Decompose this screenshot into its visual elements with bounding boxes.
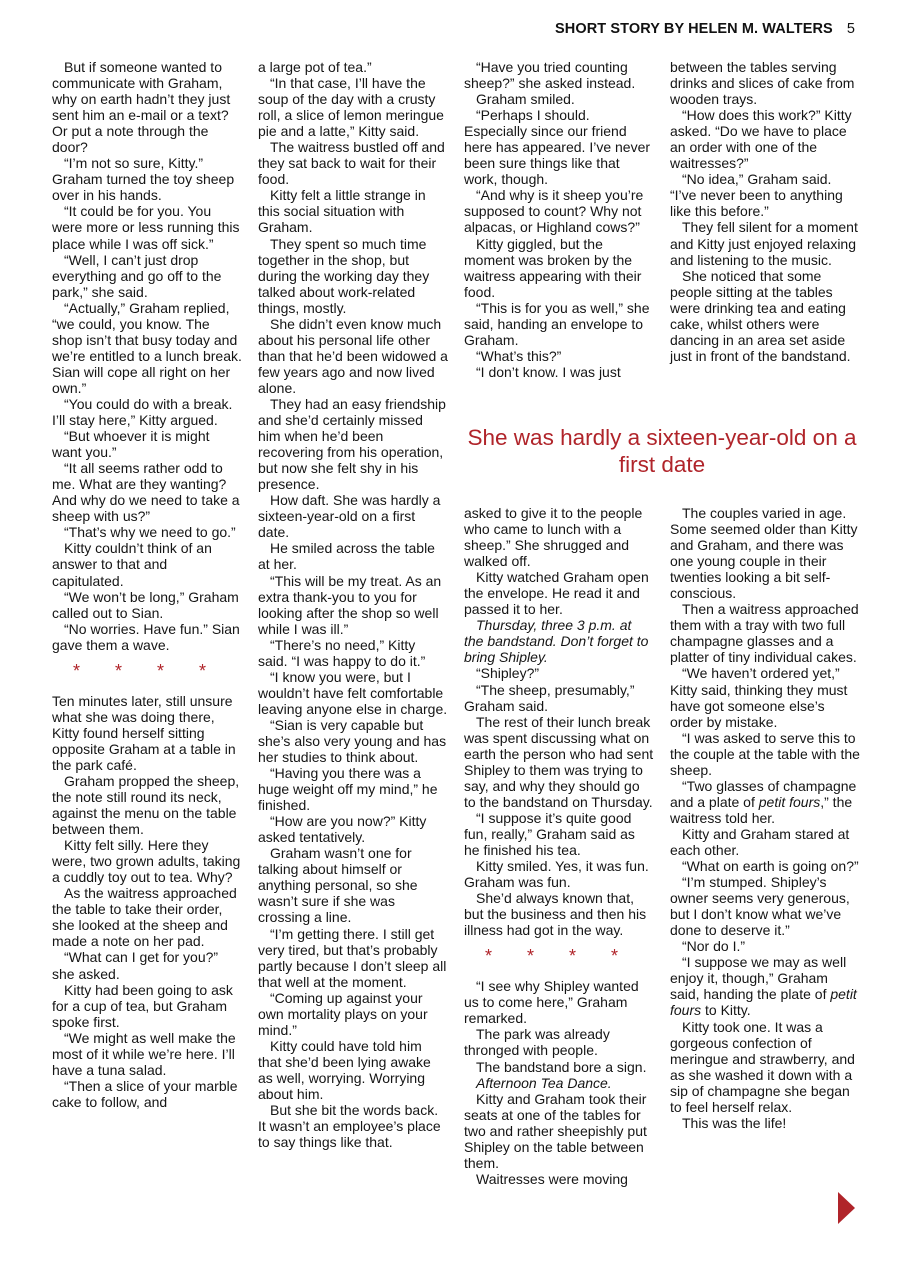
text-run: “I suppose we may as well enjoy it, though,” Graham said, handing the plate of xyxy=(670,954,847,1003)
paragraph xyxy=(670,954,860,1018)
paragraph: “What on earth is going on?” xyxy=(682,858,859,875)
italic-text: petit fours xyxy=(670,986,857,1019)
paragraph: “Sian is very capable but she’s also very young and has her studies to think about. xyxy=(258,716,447,766)
paragraph: He smiled across the table at her. xyxy=(258,540,435,573)
paragraph: She’d always known that, but the business and then his illness had got in the way. xyxy=(464,890,647,939)
paragraph: “Actually,” Graham replied, “we could, you know. The shop isn’t that busy today and we’re entitled to a lunch break. Sian will cope all right on her own.” xyxy=(52,299,242,396)
paragraph: Graham wasn’t one for talking about himself or anything personal, so she wasn’t sure if she was crossing a line. xyxy=(258,845,418,926)
paragraph: “There’s no need,” Kitty said. “I was happy to do it.” xyxy=(258,636,426,669)
paragraph: They spent so much time together in the shop, but during the working day they talked about work-related things, mostly. xyxy=(258,235,430,316)
paragraph: asked to give it to the people who came to lunch with a sheep.” She shrugged and walked off. xyxy=(464,505,643,570)
paragraph: “Then a slice of your marble cake to follow, and xyxy=(52,1077,238,1110)
text-column-3-bottom xyxy=(464,505,654,1187)
text-run: “Two glasses of champagne and a plate of xyxy=(670,777,857,810)
text-column-4-top xyxy=(670,59,860,364)
paragraph: The rest of their lunch break was spent discussing what on earth the person who had sent Shipley to them was trying to say, and why they should go to the bandstand on Thursday. xyxy=(464,713,654,810)
paragraph: Graham smiled. xyxy=(476,91,575,108)
paragraph: “I suppose it’s quite good fun, really,” Graham said as he finished his tea. xyxy=(464,809,635,858)
paragraph: a large pot of tea.” xyxy=(258,59,372,75)
paragraph: “I know you were, but I wouldn’t have felt comfortable leaving anyone else in charge. xyxy=(258,668,448,717)
paragraph: This was the life! xyxy=(682,1114,787,1131)
paragraph: “You could do with a break. I’ll stay here,” Kitty argued. xyxy=(52,395,233,429)
pull-quote: She was hardly a sixteen-year-old on a first date xyxy=(467,425,857,477)
paragraph: “And why is it sheep you’re supposed to count? Why not alpacas, or Highland cows?” xyxy=(464,187,644,236)
paragraph: The couples varied in age. Some seemed older than Kitty and Graham, and there was one young couple in their twenties looking a bit self-conscious. xyxy=(670,505,858,602)
paragraph: “This will be my treat. As an extra thank-you to you for looking after the shop so well while I was ill.” xyxy=(258,572,442,637)
paragraph: “No worries. Have fun.” Sian gave them a wave. xyxy=(52,620,240,653)
paragraph: They fell silent for a moment and Kitty just enjoyed relaxing and listening to the music. xyxy=(670,219,858,268)
paragraph: She noticed that some people sitting at the tables were drinking tea and eating cake, whilst others were dancing in an area set aside just in front of the bandstand. xyxy=(670,267,851,364)
paragraph: “That’s why we need to go.” xyxy=(64,524,236,541)
paragraph: As the waitress approached the table to take their order, she looked at the sheep and made a note on her pad. xyxy=(52,885,237,950)
paragraph: Kitty could have told him that she’d been lying awake as well, worrying. Worrying about him. xyxy=(258,1037,431,1102)
paragraph: “I’m not so sure, Kitty.” Graham turned the toy sheep over in his hands. xyxy=(52,155,235,204)
text-run: ,” the waitress told her. xyxy=(670,793,853,826)
paragraph: Kitty smiled. Yes, it was fun. Graham was fun. xyxy=(464,858,649,891)
page-header xyxy=(555,21,855,37)
text-column-3-top xyxy=(464,59,654,380)
paragraph: “I was asked to serve this to the couple at the table with the sheep. xyxy=(670,729,860,778)
text-run: to Kitty. xyxy=(705,1002,751,1019)
paragraph: “How does this work?” Kitty asked. “Do we have to place an order with one of the waitresses?” xyxy=(670,107,852,172)
paragraph: How daft. She was hardly a sixteen-year-old on a first date. xyxy=(258,492,441,541)
paragraph xyxy=(464,1075,654,1091)
section-break-stars: * * * * xyxy=(72,660,222,681)
running-title: SHORT STORY BY HELEN M. WALTERS xyxy=(555,21,833,37)
paragraph xyxy=(464,617,654,665)
paragraph: Kitty had been going to ask for a cup of tea, but Graham spoke first. xyxy=(52,981,233,1030)
paragraph: “Coming up against your own mortality plays on your mind.” xyxy=(258,989,428,1038)
paragraph: “Well, I can’t just drop everything and go off to the park,” she said. xyxy=(52,251,222,300)
paragraph: Kitty felt silly. Here they were, two grown adults, taking a cuddly toy out to tea. Why? xyxy=(52,837,241,886)
paragraph: Kitty watched Graham open the envelope. He read it and passed it to her. xyxy=(464,569,649,618)
paragraph: Kitty took one. It was a gorgeous confection of meringue and strawberry, and as she washed it down with a sip of champagne she began to feel herself relax. xyxy=(670,1018,855,1115)
paragraph: Kitty and Graham stared at each other. xyxy=(670,825,850,858)
paragraph: “I see why Shipley wanted us to come here,” Graham remarked. xyxy=(464,978,639,1027)
page-number: 5 xyxy=(846,21,855,37)
paragraph: “I don’t know. I was just xyxy=(476,363,621,380)
paragraph: “It could be for you. You were more or less running this place while I was off sick.” xyxy=(52,203,240,252)
paragraph: She didn’t even know much about his personal life other than that he’d been widowed a few years ago and now lived alone. xyxy=(258,315,448,396)
paragraph: “Shipley?” xyxy=(476,665,540,682)
paragraph: They had an easy friendship and she’d certainly missed him when he’d been recovering from his operation, but now she felt shy in his presence. xyxy=(258,395,446,493)
paragraph: “This is for you as well,” she said, handing an envelope to Graham. xyxy=(464,299,650,348)
text-column-2 xyxy=(258,59,448,1150)
paragraph: “What can I get for you?” she asked. xyxy=(52,949,219,982)
paragraph: Kitty couldn’t think of an answer to that and capitulated. xyxy=(52,540,212,589)
paragraph: But if someone wanted to communicate with Graham, why on earth hadn’t they just sent him an e-mail or a text? Or put a note through the door? xyxy=(52,59,231,156)
paragraph: The bandstand bore a sign. xyxy=(476,1058,647,1075)
paragraph: The waitress bustled off and they sat back to wait for their food. xyxy=(258,139,445,188)
paragraph: “How are you now?” Kitty asked tentatively. xyxy=(258,813,427,846)
paragraph: “Perhaps I should. Especially since our friend here has appeared. I’ve never been sure things like that work, though. xyxy=(464,107,651,188)
paragraph: “I’m getting there. I still get very tired, but that’s probably partly because I don’t sleep all that well at the moment. xyxy=(258,925,447,990)
text-column-1 xyxy=(52,59,242,1110)
paragraph: The park was already thronged with people. xyxy=(464,1026,610,1059)
paragraph: “No idea,” Graham said. “I’ve never been to anything like this before.” xyxy=(670,171,843,220)
paragraph: Kitty felt a little strange in this social situation with Graham. xyxy=(258,187,426,236)
paragraph: “We won’t be long,” Graham called out to Sian. xyxy=(52,588,239,621)
section-break-stars: * * * * xyxy=(484,946,634,967)
paragraph: “The sheep, presumably,” Graham said. xyxy=(464,681,635,714)
paragraph: Kitty and Graham took their seats at one of the tables for two and rather sheepishly put Shipley on the table between them. xyxy=(464,1090,647,1171)
paragraph: between the tables serving drinks and slices of cake from wooden trays. xyxy=(670,59,855,108)
paragraph xyxy=(670,778,860,826)
paragraph: Then a waitress approached them with a tray with two full champagne glasses and a platter of tiny individual cakes. xyxy=(670,601,859,666)
paragraph: But she bit the words back. It wasn’t an employee’s place to say things like that. xyxy=(258,1102,441,1151)
continue-arrow-icon xyxy=(838,1192,855,1224)
paragraph: “What’s this?” xyxy=(476,347,562,364)
paragraph: “In that case, I’ll have the soup of the day with a crusty roll, a slice of lemon meringue pie and a latte,” Kitty said. xyxy=(258,75,444,140)
italic-note-text: Thursday, three 3 p.m. at the bandstand. Don’t forget to bring Shipley. xyxy=(464,617,649,666)
paragraph: Ten minutes later, still unsure what she was doing there, Kitty found herself sitting opposite Graham at a table in the park café. xyxy=(52,692,236,773)
paragraph: “It all seems rather odd to me. What are they wanting? And why do we need to take a sheep with us?” xyxy=(52,460,240,525)
italic-text: petit fours xyxy=(758,793,821,810)
paragraph: “Having you there was a huge weight off my mind,” he finished. xyxy=(258,765,438,814)
paragraph: Waitresses were moving xyxy=(476,1170,628,1187)
paragraph: “We might as well make the most of it while we’re here. I’ll have a tuna salad. xyxy=(52,1029,236,1078)
paragraph: “Nor do I.” xyxy=(682,938,746,955)
paragraph: Kitty giggled, but the moment was broken by the waitress appearing with their food. xyxy=(464,235,642,300)
text-column-4-bottom xyxy=(670,505,860,1131)
paragraph: “Have you tried counting sheep?” she asked instead. xyxy=(464,59,636,92)
paragraph: “But whoever it is might want you.” xyxy=(52,428,210,461)
paragraph: Graham propped the sheep, the note still round its neck, against the menu on the table between them. xyxy=(52,772,240,838)
italic-sign-text: Afternoon Tea Dance. xyxy=(476,1074,612,1091)
paragraph: “We haven’t ordered yet,” Kitty said, thinking they must have got someone else’s order by mistake. xyxy=(670,665,848,730)
paragraph: “I’m stumped. Shipley’s owner seems very generous, but I don’t know what we’ve done to deserve it.” xyxy=(670,874,850,939)
